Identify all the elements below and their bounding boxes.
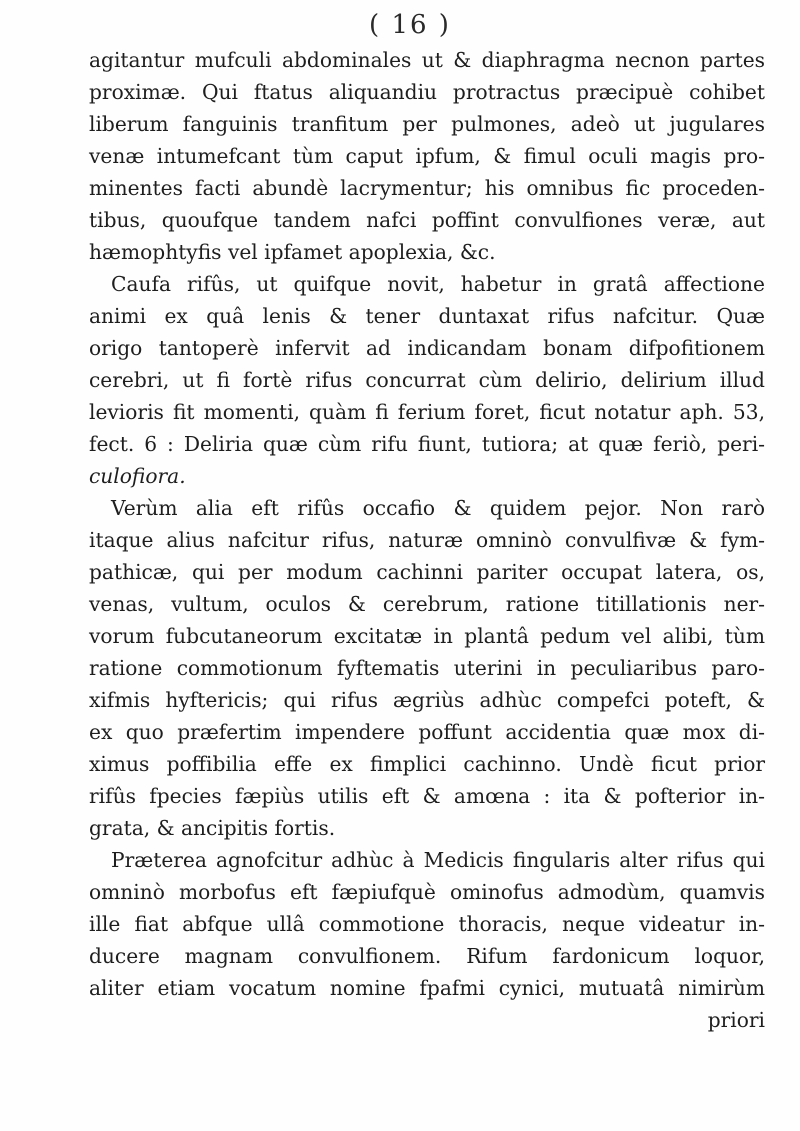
- text-line: ximus poffibilia effe ex fimplici cachinno. Undè ficut prior: [89, 752, 765, 776]
- body-text: [89, 44, 765, 1036]
- text-line: tibus, quoufque tandem nafci poffint convulfiones veræ, aut: [89, 208, 765, 232]
- catchword: priori: [707, 1008, 765, 1032]
- text-line: fect. 6 : Deliria quæ cùm rifu fiunt, tutiora; at quæ feriò, peri-: [89, 432, 765, 456]
- text-line: aliter etiam vocatum nomine fpafmi cynici, mutuatâ nimirùm: [89, 976, 765, 1000]
- text-line: origo tantoperè infervit ad indicandam bonam difpofitionem: [89, 336, 765, 360]
- text-line: agitantur mufculi abdominales ut & diaphragma necnon partes: [89, 48, 765, 72]
- text-line: ratione commotionum fyftematis uterini in peculiaribus paro-: [89, 656, 765, 680]
- page-number: ( 16 ): [369, 10, 451, 40]
- text-line: hæmophtyfis vel ipfamet apoplexia, &c.: [89, 240, 496, 264]
- text-line: grata, & ancipitis fortis.: [89, 816, 336, 840]
- paragraph-start-line: Verùm alia eft rifûs occafio & quidem pejor. Non rarò: [111, 496, 765, 520]
- text-line: proximæ. Qui ftatus aliquandiu protractus præcipuè cohibet: [89, 80, 765, 104]
- text-line: levioris fit momenti, quàm fi ferium foret, ficut notatur aph. 53,: [89, 400, 765, 424]
- text-line: culofiora.: [89, 464, 186, 488]
- text-line: animi ex quâ lenis & tener duntaxat rifus nafcitur. Quæ: [89, 304, 765, 328]
- text-line: venæ intumefcant tùm caput ipfum, & fimul oculi magis pro-: [89, 144, 765, 168]
- text-line: venas, vultum, oculos & cerebrum, ratione titillationis ner-: [89, 592, 765, 616]
- text-line: ille fiat abfque ullâ commotione thoracis, neque videatur in-: [89, 912, 765, 936]
- paragraph-start-line: Præterea agnofcitur adhùc à Medicis fingularis alter rifus qui: [111, 848, 765, 872]
- paragraph-start-line: Caufa rifûs, ut quifque novit, habetur in gratâ affectione: [111, 272, 765, 296]
- text-line: itaque alius nafcitur rifus, naturæ omninò convulfivæ & fym-: [89, 528, 765, 552]
- text-line: rifûs fpecies fæpiùs utilis eft & amœna : ita & pofterior in-: [89, 784, 765, 808]
- text-line: liberum fanguinis tranfitum per pulmones, adeò ut jugulares: [89, 112, 765, 136]
- text-line: vorum fubcutaneorum excitatæ in plantâ pedum vel alibi, tùm: [89, 624, 765, 648]
- text-line: cerebri, ut fi fortè rifus concurrat cùm delirio, delirium illud: [89, 368, 765, 392]
- text-line: minentes facti abundè lacrymentur; his omnibus fic proceden-: [89, 176, 765, 200]
- text-line: pathicæ, qui per modum cachinni pariter occupat latera, os,: [89, 560, 765, 584]
- text-line: ducere magnam convulfionem. Rifum fardonicum loquor,: [89, 944, 765, 968]
- text-line: xifmis hyftericis; qui rifus ægriùs adhùc compefci poteft, &: [89, 688, 765, 712]
- text-line: ex quo præfertim impendere poffunt accidentia quæ mox di-: [89, 720, 765, 744]
- text-line: omninò morbofus eft fæpiufquè ominofus admodùm, quamvis: [89, 880, 765, 904]
